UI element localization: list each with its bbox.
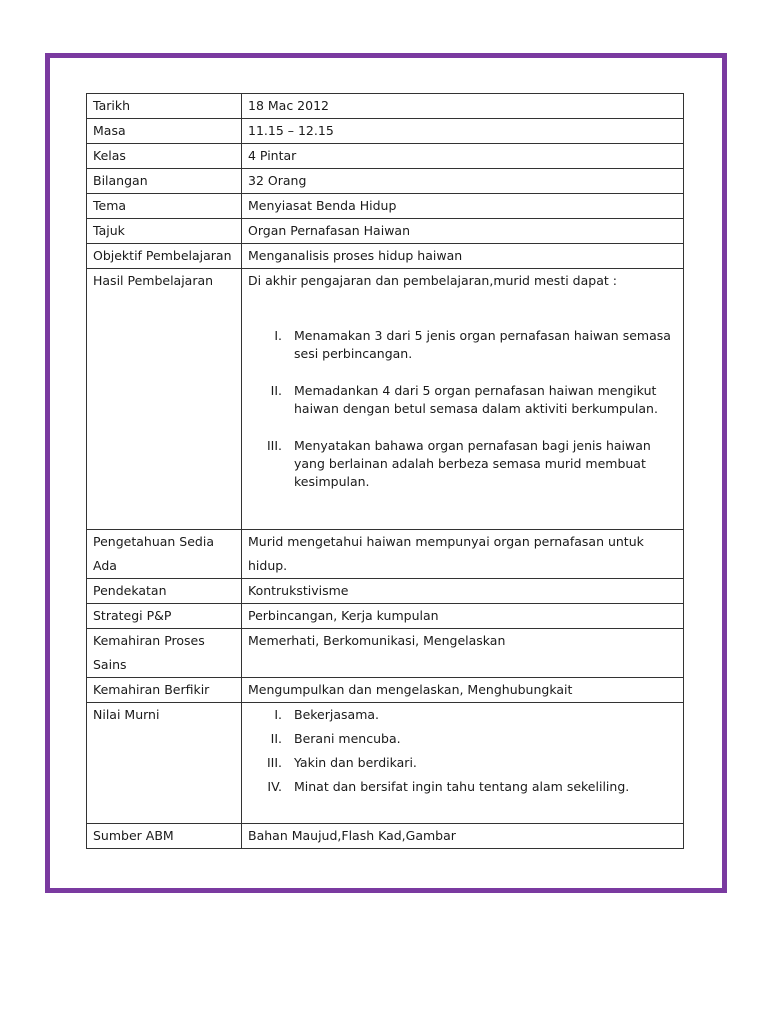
row-value: Menyiasat Benda Hidup bbox=[242, 194, 684, 219]
table-row bbox=[87, 579, 684, 604]
table-row bbox=[87, 604, 684, 629]
table-row bbox=[87, 169, 684, 194]
list-item bbox=[248, 727, 677, 751]
list-number: I. bbox=[274, 707, 282, 722]
list-item bbox=[248, 775, 677, 799]
table-row bbox=[87, 824, 684, 849]
table-row bbox=[87, 144, 684, 169]
table-row bbox=[87, 244, 684, 269]
row-label: Masa bbox=[87, 119, 242, 144]
nilai-content bbox=[242, 703, 684, 824]
row-label: Kemahiran Berfikir bbox=[87, 678, 242, 703]
row-value: 11.15 – 12.15 bbox=[242, 119, 684, 144]
row-label: Tarikh bbox=[87, 94, 242, 119]
row-label: Objektif Pembelajaran bbox=[87, 244, 242, 269]
row-label: Hasil Pembelajaran bbox=[87, 269, 242, 530]
list-number: IV. bbox=[267, 779, 282, 794]
row-value: Perbincangan, Kerja kumpulan bbox=[242, 604, 684, 629]
row-value: Murid mengetahui haiwan mempunyai organ pernafasan untuk hidup. bbox=[242, 530, 684, 579]
row-value: Bahan Maujud,Flash Kad,Gambar bbox=[242, 824, 684, 849]
table-row bbox=[87, 219, 684, 244]
list-number: II. bbox=[270, 731, 282, 746]
row-label: Nilai Murni bbox=[87, 703, 242, 824]
list-text: Bekerjasama. bbox=[294, 707, 380, 722]
table-row bbox=[87, 530, 684, 579]
row-label: Tajuk bbox=[87, 219, 242, 244]
table-row bbox=[87, 629, 684, 678]
row-value: Mengumpulkan dan mengelaskan, Menghubungkait bbox=[242, 678, 684, 703]
list-text: Yakin dan berdikari. bbox=[294, 755, 417, 770]
row-value: Memerhati, Berkomunikasi, Mengelaskan bbox=[242, 629, 684, 678]
row-value: Menganalisis proses hidup haiwan bbox=[242, 244, 684, 269]
list-item bbox=[248, 751, 677, 775]
table-row bbox=[87, 94, 684, 119]
list-text: Minat dan bersifat ingin tahu tentang alam sekeliling. bbox=[294, 779, 630, 794]
row-label: Bilangan bbox=[87, 169, 242, 194]
row-value: Organ Pernafasan Haiwan bbox=[242, 219, 684, 244]
list-number: III. bbox=[266, 755, 282, 770]
hasil-intro: Di akhir pengajaran dan pembelajaran,murid mesti dapat : bbox=[248, 273, 617, 288]
table-row bbox=[87, 194, 684, 219]
nilai-murni-row bbox=[87, 703, 684, 824]
row-value: Kontrukstivisme bbox=[242, 579, 684, 604]
hasil-content bbox=[242, 269, 684, 530]
row-value: 32 Orang bbox=[242, 169, 684, 194]
list-number: II. bbox=[270, 383, 282, 398]
row-label: Sumber ABM bbox=[87, 824, 242, 849]
row-label: Kemahiran Proses Sains bbox=[87, 629, 242, 678]
list-item bbox=[248, 382, 677, 418]
row-value: 18 Mac 2012 bbox=[242, 94, 684, 119]
list-item bbox=[248, 703, 677, 727]
list-item bbox=[248, 437, 677, 491]
list-text: Memadankan 4 dari 5 organ pernafasan haiwan mengikut haiwan dengan betul semasa dalam aktiviti berkumpulan. bbox=[294, 383, 658, 416]
hasil-pembelajaran-row bbox=[87, 269, 684, 530]
list-text: Menamakan 3 dari 5 jenis organ pernafasan haiwan semasa sesi perbincangan. bbox=[294, 328, 671, 361]
table-row bbox=[87, 678, 684, 703]
list-text: Menyatakan bahawa organ pernafasan bagi jenis haiwan yang berlainan adalah berbeza semasa murid membuat kesimpulan. bbox=[294, 438, 651, 489]
row-label: Pendekatan bbox=[87, 579, 242, 604]
row-value: 4 Pintar bbox=[242, 144, 684, 169]
nilai-list bbox=[248, 703, 677, 799]
row-label: Tema bbox=[87, 194, 242, 219]
list-number: I. bbox=[274, 328, 282, 343]
list-text: Berani mencuba. bbox=[294, 731, 401, 746]
row-label: Strategi P&P bbox=[87, 604, 242, 629]
lesson-plan-table bbox=[86, 93, 684, 849]
list-item bbox=[248, 327, 677, 363]
row-label: Pengetahuan Sedia Ada bbox=[87, 530, 242, 579]
row-label: Kelas bbox=[87, 144, 242, 169]
hasil-list bbox=[248, 327, 677, 491]
list-number: III. bbox=[266, 438, 282, 453]
table-row bbox=[87, 119, 684, 144]
